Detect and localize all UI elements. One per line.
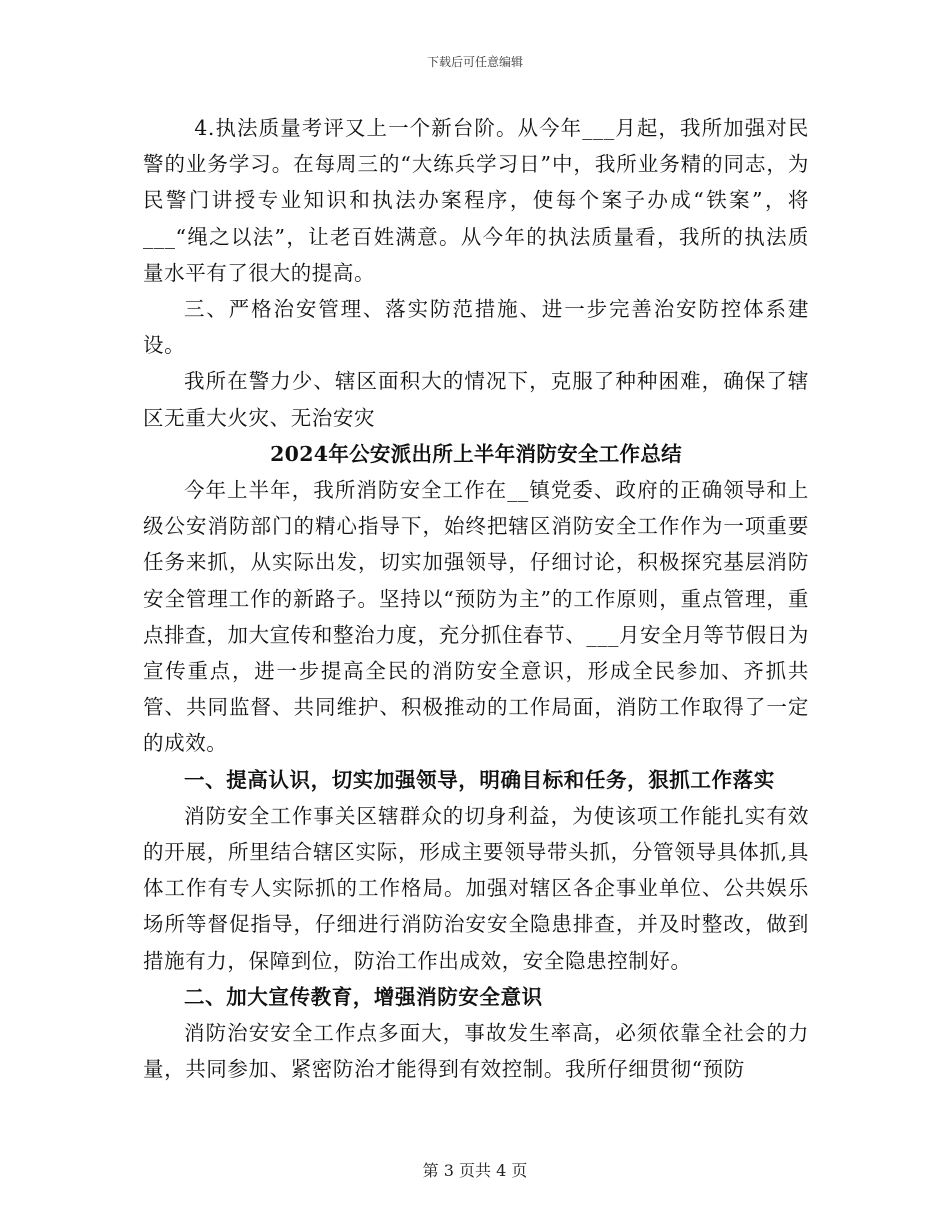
paragraph-summary-intro: 今年上半年，我所消防安全工作在__镇党委、政府的正确领导和上级公安消防部门的精心指导下，始终把辖区消防安全工作作为一项重要任务来抓，从实际出发，切实加强领导，仔细讨论，积极探究基层消防安全管理工作的新路子。坚持以“预防为主”的工作原则，重点管理，重点排查，加大宣传和整治力度，充分抓住春节、___月安全月等节假日为宣传重点，进一步提高全民的消防安全意识，形成全民参加、齐抓共管、共同监督、共同维护、积极推动的工作局面，消防工作取得了一定的成效。: [143, 478, 809, 756]
document-title: 2024年公安派出所上半年消防安全工作总结: [270, 441, 682, 466]
section-heading-security-management: 三、严格治安管理、落实防范措施、进一步完善治安防控体系建设。: [143, 297, 809, 358]
page-header-note: 下载后可任意编辑: [426, 55, 523, 69]
section-heading-publicity: 二、加大宣传教育，增强消防安全意识: [184, 984, 543, 1009]
document-body: [143, 110, 809, 1087]
paragraph-enforcement-quality: 4.执法质量考评又上一个新台阶。从今年___月起，我所加强对民警的业务学习。在每周三的“大练兵学习日”中，我所业务精的同志，为民警门讲授专业知识和执法办案程序，使每个案子办成“铁案”，将___“绳之以法”，让老百姓满意。从今年的执法质量看，我所的执法质量水平有了很大的提高。: [143, 116, 809, 285]
paragraph-publicity: 消防治安安全工作点多面大，事故发生率高，必须依靠全社会的力量，共同参加、紧密防治才能得到有效控制。我所仔细贯彻“预防: [143, 1021, 809, 1082]
paragraph-leadership: 消防安全工作事关区辖群众的切身利益，为使该项工作能扎实有效的开展，所里结合辖区实际，形成主要领导带头抓，分管领导具体抓,具体工作有专人实际抓的工作格局。加强对辖区各企事业单位、公共娱乐场所等督促指导，仔细进行消防治安安全隐患排查，并及时整改，做到措施有力，保障到位，防治工作出成效，安全隐患控制好。: [143, 803, 809, 973]
paragraph-police-force: 我所在警力少、辖区面积大的情况下，克服了种种困难，确保了辖区无重大火灾、无治安灾: [143, 369, 809, 430]
page-number: 第 3 页共 4 页: [422, 1161, 528, 1180]
section-heading-leadership: 一、提高认识，切实加强领导，明确目标和任务，狠抓工作落实: [184, 767, 775, 792]
